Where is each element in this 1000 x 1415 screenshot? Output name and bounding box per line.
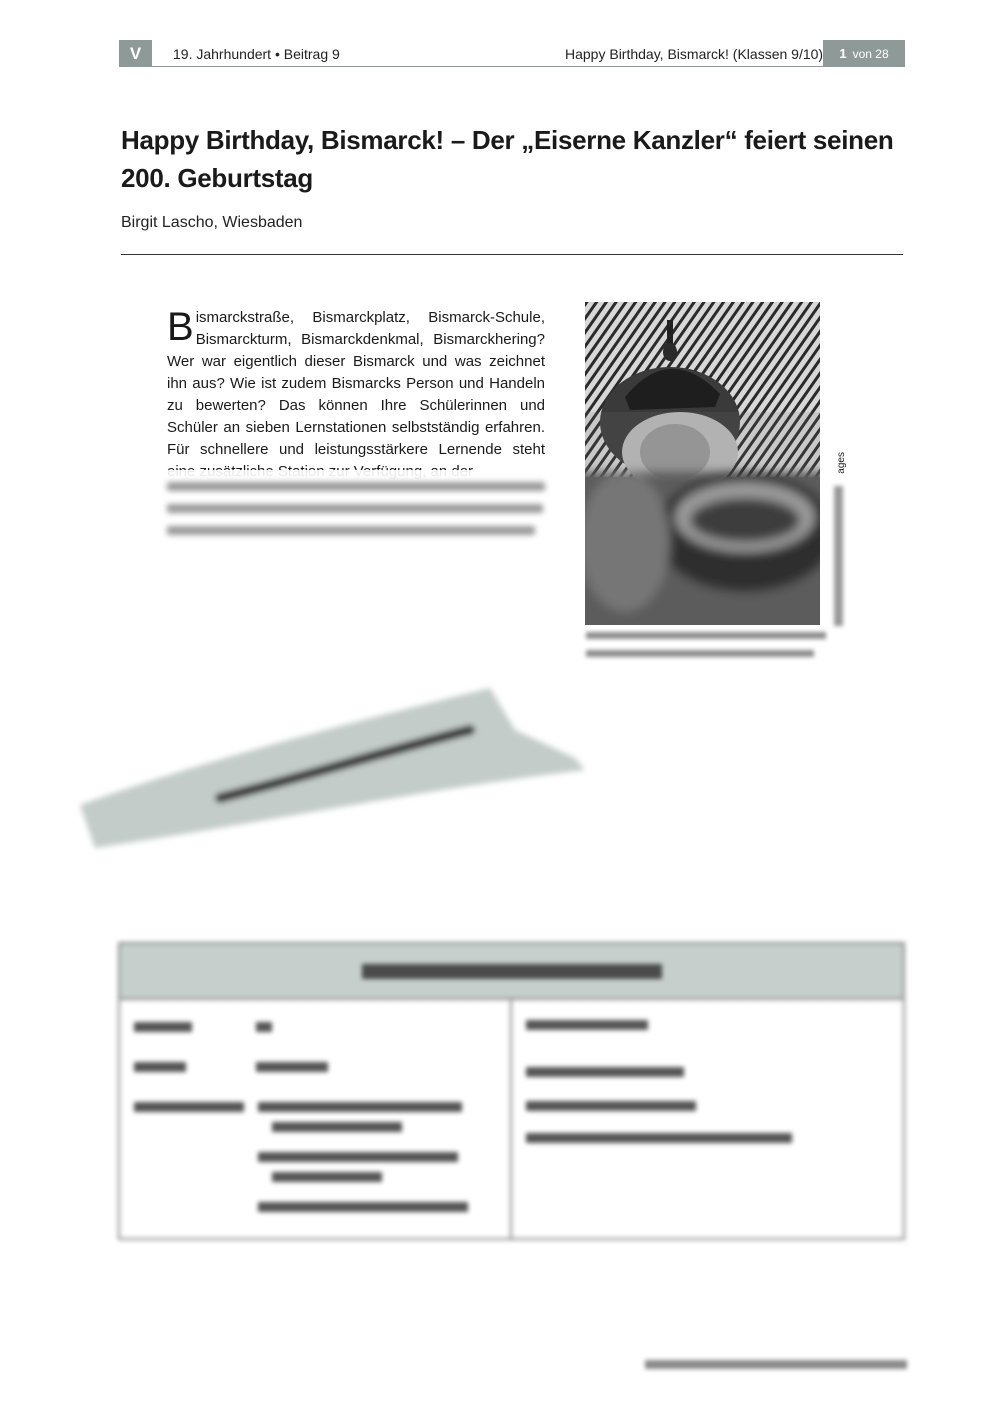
photo-credit: ages [836, 452, 847, 474]
publisher-logo [119, 40, 152, 67]
drop-cap: B [167, 305, 194, 349]
page-number: 1 [839, 46, 847, 61]
figure-caption-blurred [586, 632, 831, 668]
page-total: von 28 [852, 46, 889, 61]
intro-paragraph [167, 307, 545, 483]
summary-box [118, 942, 905, 1240]
intro-blurred-continuation [167, 482, 545, 548]
promo-banner-ribbon [70, 670, 610, 860]
header-divider [119, 66, 905, 67]
intro-text: ismarckstraße, Bismarckplatz, Bismarck-Schule, Bismarckturm, Bismarckdenkmal, Bismarckhering? Wer war eigentlich dieser Bismarck und was zeichnet ihn aus? Wie ist zudem Bismarcks Person und Handeln zu bewerten? Das können Ihre Schülerinnen und Schüler an sieben Lernstationen selbstständig erfahren. Für schnellere und leistungsstärkere Lernende steht [167, 309, 545, 458]
summary-header [120, 944, 903, 1000]
photo-credit-blurred [834, 486, 843, 626]
copyright-footer-blurred [645, 1360, 907, 1369]
page-title: Happy Birthday, Bismarck! – Der „Eiserne Kanzler“ feiert seinen 200. Geburtstag [121, 125, 894, 193]
bismarck-portrait-image [585, 302, 820, 625]
series-label: 19. Jahrhundert • Beitrag 9 [173, 46, 340, 62]
logo-letter: V [129, 43, 142, 63]
page-indicator [823, 40, 905, 67]
running-title: Happy Birthday, Bismarck! (Klassen 9/10) [565, 46, 824, 62]
title-divider [121, 254, 903, 255]
author-line: Birgit Lascho, Wiesbaden [121, 214, 303, 231]
